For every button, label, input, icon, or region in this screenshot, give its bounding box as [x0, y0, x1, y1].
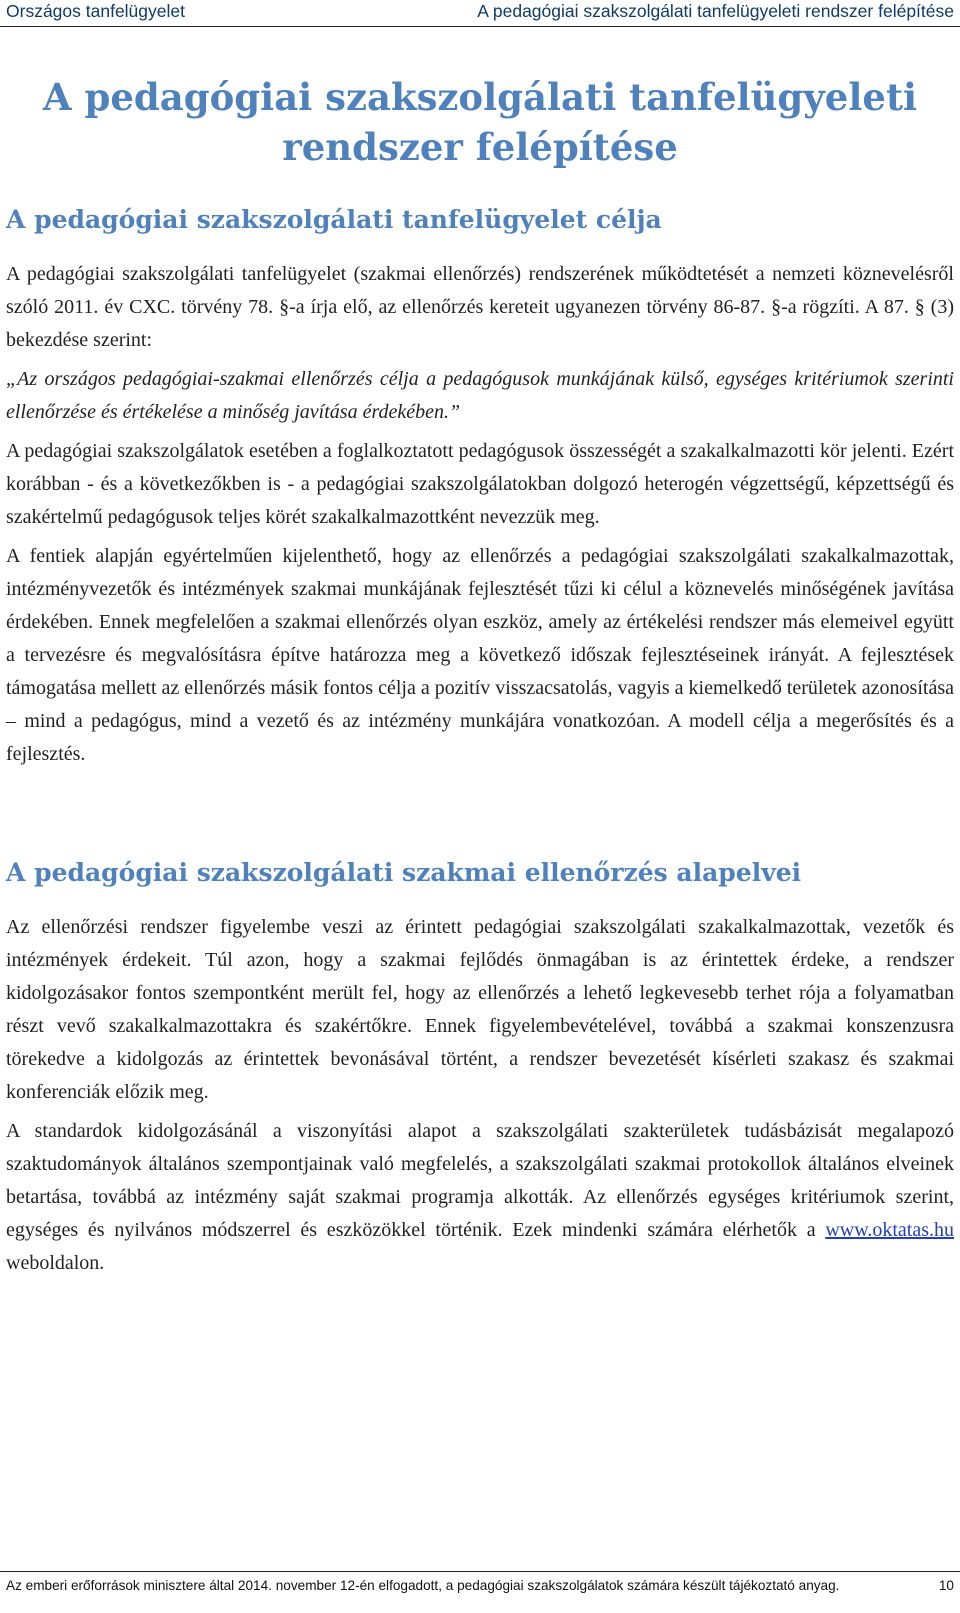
section-1-quote: „Az országos pedagógiai-szakmai ellenőrzés célja a pedagógusok munkájának külső, egységes kritériumok szerinti ellenőrzése és értékelése a minőség javítása érdekében.”: [6, 368, 954, 423]
section-2-paragraph-1: Az ellenőrzési rendszer figyelembe veszi az érintett pedagógiai szakszolgálati szakalkalmazottak, vezetők és intézmények érdekeit. Túl azon, hogy a szakmai fejlődés önmagában is az érintettek érdeke, a rendszer kidolgozásakor fontos szempontként merült fel, hogy az ellenőrzés a lehető legkevesebb terhet rója a folyamatban részt vevő szakalkalmazottakra és szakértőkre. Ennek figyelembevételével, továbbá a szakmai konszenzusra törekedve a kidolgozás az érintettek bevonásával történt, a rendszer bevezetését kísérleti szakasz és szakmai konferenciák előzik meg.: [6, 916, 954, 1103]
document-title-line-1: A pedagógiai szakszolgálati tanfelügyeleti: [42, 75, 918, 119]
header-right-title: A pedagógiai szakszolgálati tanfelügyeleti rendszer felépítése: [477, 1, 954, 21]
header-left-title: Országos tanfelügyelet: [6, 1, 185, 21]
section-2-heading: A pedagógiai szakszolgálati szakmai ellenőrzés alapelvei: [6, 858, 802, 887]
page-header: [0, 0, 960, 27]
section-2-paragraph-2-text: A standardok kidolgozásánál a viszonyítási alapot a szakszolgálati szakterületek tudásbázisát megalapozó szaktudományok általános szempontjainak való megfelelés, a szakszolgálati szakmai protokollok általános elveinek betartása, továbbá az intézmény saját szakmai programja alkották. Az ellenőrzés egységes kritériumok szerint, egységes és nyilvános módszerrel és eszközökkel történik. Ezek mindenki számára elérhetők a: [6, 1120, 954, 1241]
section-2-paragraph-2: [6, 1115, 954, 1280]
document-title-line-2: rendszer felépítése: [282, 125, 678, 169]
section-2-body: [6, 911, 954, 1286]
section-1-heading: A pedagógiai szakszolgálati tanfelügyelet célja: [6, 205, 662, 234]
section-1-paragraph-3: A fentiek alapján egyértelműen kijelenthető, hogy az ellenőrzés a pedagógiai szakszolgálati szakalkalmazottak, intézményvezetők és intézmények szakmai munkájának fejlesztését tűzi ki célul a köznevelés minőségének javítása érdekében. Ennek megfelelően a szakmai ellenőrzés olyan eszköz, amely az értékelési rendszer más elemeivel együtt a tervezésre és megvalósításra építve határozza meg a következő időszak fejlesztéseinek irányát. A fejlesztések támogatása mellett az ellenőrzés másik fontos célja a pozitív visszacsatolás, vagyis a kiemelkedő területek azonosítása – mind a pedagógus, mind a vezető és az intézmény munkájára vonatkozóan. A modell célja a megerősítés és a fejlesztés.: [6, 545, 954, 765]
section-1-paragraph-1: A pedagógiai szakszolgálati tanfelügyelet (szakmai ellenőrzés) rendszerének működtetését a nemzeti köznevelésről szóló 2011. év CXC. törvény 78. §-a írja elő, az ellenőrzés kereteit ugyanezen törvény 86-87. §-a rögzíti. A 87. § (3) bekezdése szerint:: [6, 263, 954, 351]
document-title: [0, 72, 960, 172]
section-1-paragraph-2: A pedagógiai szakszolgálatok esetében a foglalkoztatott pedagógusok összességét a szakalkalmazotti kör jelenti. Ezért korábban - és a következőkben is - a pedagógiai szakszolgálatokban dolgozó heterogén végzettségű, képzettségű és szakértelmű pedagógusok teljes körét szakalkalmazottként nevezzük meg.: [6, 440, 954, 528]
page-footer: [0, 1571, 960, 1602]
oktatas-link[interactable]: www.oktatas.hu: [825, 1219, 954, 1241]
section-1-body: [6, 258, 954, 777]
page-number: 10: [938, 1578, 954, 1593]
footer-note: Az emberi erőforrások minisztere által 2014. november 12-én elfogadott, a pedagógiai szakszolgálatok számára készült tájékoztató anyag.: [6, 1578, 840, 1593]
section-2-paragraph-2-end: weboldalon.: [6, 1252, 105, 1274]
